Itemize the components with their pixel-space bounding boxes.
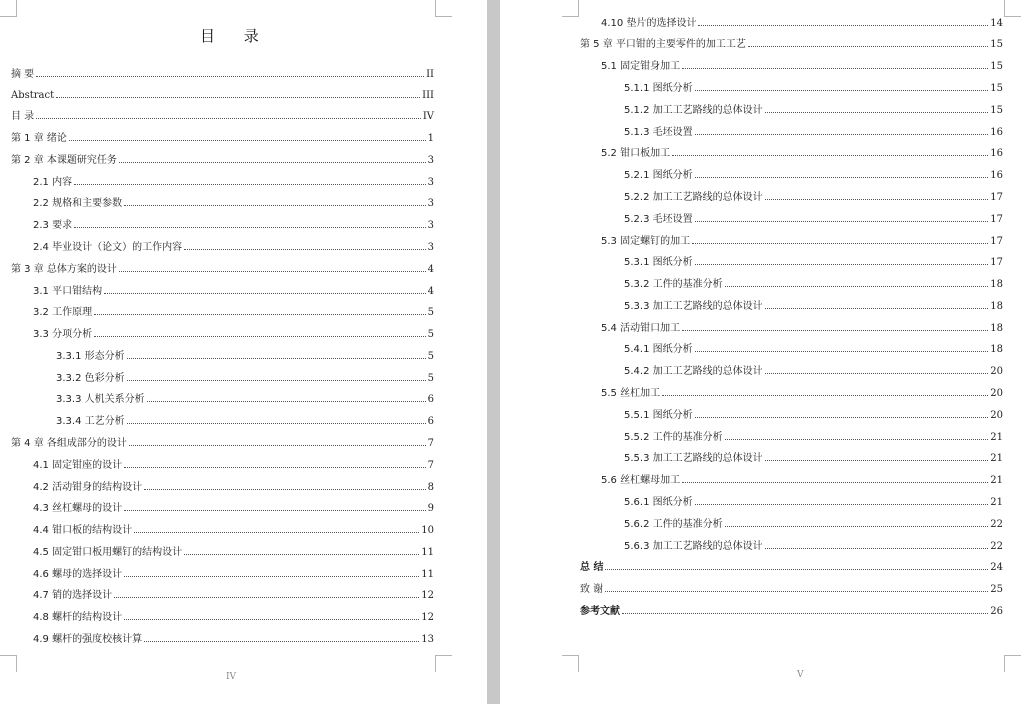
toc-page-number: 9: [427, 503, 434, 514]
toc-page-number: 4: [427, 286, 434, 297]
toc-page-number: 6: [427, 416, 434, 427]
toc-page-number: 18: [990, 279, 1003, 290]
toc-entry[interactable]: 2.3 要求 3: [33, 220, 434, 231]
toc-entry[interactable]: 3.3 分项分析 5: [33, 329, 434, 340]
toc-page-number: 13: [421, 634, 434, 645]
toc-page-number: 26: [990, 606, 1003, 617]
toc-entry[interactable]: 5.4.2 加工工艺路线的总体设计 20: [624, 366, 1003, 377]
toc-page-number: 20: [990, 388, 1003, 399]
toc-page-number: 3: [427, 198, 434, 209]
toc-entry[interactable]: 目 录 IV: [11, 111, 434, 122]
toc-entry[interactable]: 4.9 螺杆的强度校核计算 13: [33, 634, 434, 645]
toc-entry[interactable]: 5.5.1 图纸分析 20: [624, 410, 1003, 421]
corner-mark: [435, 655, 452, 672]
toc-entry[interactable]: 5.1.1 图纸分析 15: [624, 83, 1003, 94]
toc-entry[interactable]: 参考文献 26: [580, 606, 1003, 617]
toc-entry[interactable]: 5.2.3 毛坯设置 17: [624, 214, 1003, 225]
toc-page-number: 24: [990, 562, 1003, 573]
toc-entry[interactable]: 5.1 固定钳身加工 15: [601, 61, 1003, 72]
toc-entry[interactable]: 总 结 24: [580, 562, 1003, 573]
toc-entry[interactable]: 4.8 螺杆的结构设计 12: [33, 612, 434, 623]
toc-entry[interactable]: 5.3.3 加工工艺路线的总体设计 18: [624, 301, 1003, 312]
toc-entry[interactable]: 5.1.3 毛坯设置 16: [624, 127, 1003, 138]
toc-page-number: 18: [990, 301, 1003, 312]
corner-mark: [1004, 655, 1021, 672]
toc-entry[interactable]: 3.2 工作原理 5: [33, 307, 434, 318]
toc-entry[interactable]: 5.3 固定螺钉的加工 17: [601, 236, 1003, 247]
toc-entry[interactable]: 5.5.2 工件的基准分析 21: [624, 432, 1003, 443]
toc-page-number: 16: [990, 170, 1003, 181]
toc-entry[interactable]: 4.4 钳口板的结构设计 10: [33, 525, 434, 536]
toc-page-number: 17: [990, 257, 1003, 268]
toc-entry[interactable]: 4.5 固定钳口板用螺钉的结构设计 11: [33, 547, 434, 558]
toc-page-number: 12: [421, 590, 434, 601]
toc-entry[interactable]: 2.4 毕业设计（论文）的工作内容 3: [33, 242, 434, 253]
toc-page-number: 15: [990, 105, 1003, 116]
toc-entry[interactable]: 5.6 丝杠螺母加工 21: [601, 475, 1003, 486]
toc-entry[interactable]: 4.6 螺母的选择设计 11: [33, 569, 434, 580]
toc-page-number: 11: [421, 547, 434, 558]
toc-entry[interactable]: 3.3.4 工艺分析 6: [56, 416, 434, 427]
toc-entry[interactable]: 3.3.2 色彩分析 5: [56, 373, 434, 384]
toc-page-number: 3: [427, 242, 434, 253]
corner-mark: [0, 0, 17, 17]
toc-page-number: 18: [990, 323, 1003, 334]
toc-entry[interactable]: 5.2 钳口板加工 16: [601, 148, 1003, 159]
toc-entry[interactable]: 第 1 章 绪论 1: [11, 133, 434, 144]
toc-entry[interactable]: 5.6.2 工件的基准分析 22: [624, 519, 1003, 530]
toc-page-number: 25: [990, 584, 1003, 595]
toc-page-number: 21: [990, 432, 1003, 443]
toc-entry[interactable]: 第 2 章 本课题研究任务 3: [11, 155, 434, 166]
page-footer-number: V: [797, 670, 804, 680]
toc-page-number: 8: [427, 482, 434, 493]
toc-page-number: 17: [990, 236, 1003, 247]
toc-page-number: 4: [427, 264, 434, 275]
toc-page-number: 3: [427, 177, 434, 188]
toc-page-number: 22: [990, 541, 1003, 552]
toc-page-number: III: [422, 90, 434, 101]
toc-entry[interactable]: Abstract III: [11, 90, 434, 101]
toc-page-number: 14: [990, 18, 1003, 29]
toc-entry[interactable]: 5.2.2 加工工艺路线的总体设计 17: [624, 192, 1003, 203]
corner-mark: [0, 655, 17, 672]
corner-mark: [1004, 0, 1021, 17]
toc-page-number: 6: [427, 394, 434, 405]
toc-entry[interactable]: 3.1 平口钳结构 4: [33, 286, 434, 297]
toc-entry[interactable]: 2.1 内容 3: [33, 177, 434, 188]
toc-page-number: 21: [990, 475, 1003, 486]
toc-page-number: 12: [421, 612, 434, 623]
toc-title: 目 录: [200, 27, 271, 45]
toc-page-number: 5: [427, 351, 434, 362]
toc-page-number: 5: [427, 307, 434, 318]
toc-entry[interactable]: 5.3.2 工件的基准分析 18: [624, 279, 1003, 290]
toc-page-number: 15: [990, 83, 1003, 94]
toc-entry[interactable]: 致 谢 25: [580, 584, 1003, 595]
toc-page-number: 5: [427, 373, 434, 384]
toc-page-number: 15: [990, 61, 1003, 72]
toc-entry[interactable]: 4.2 活动钳身的结构设计 8: [33, 482, 434, 493]
toc-page-number: 17: [990, 192, 1003, 203]
toc-page-number: IV: [422, 111, 434, 122]
toc-page-number: 18: [990, 344, 1003, 355]
toc-entry[interactable]: 4.7 销的选择设计 12: [33, 590, 434, 601]
page-gutter: [487, 0, 500, 704]
toc-page-number: 16: [990, 127, 1003, 138]
toc-page-number: 21: [990, 497, 1003, 508]
toc-entry[interactable]: 5.6.1 图纸分析 21: [624, 497, 1003, 508]
toc-entry[interactable]: 5.5 丝杠加工 20: [601, 388, 1003, 399]
toc-entry[interactable]: 5.3.1 图纸分析 17: [624, 257, 1003, 268]
toc-entry[interactable]: 4.3 丝杠螺母的设计 9: [33, 503, 434, 514]
toc-entry[interactable]: 第 5 章 平口钳的主要零件的加工工艺 15: [580, 39, 1003, 50]
toc-entry[interactable]: 2.2 规格和主要参数 3: [33, 198, 434, 209]
toc-entry[interactable]: 第 3 章 总体方案的设计 4: [11, 264, 434, 275]
toc-entry[interactable]: 5.6.3 加工工艺路线的总体设计 22: [624, 541, 1003, 552]
toc-entry[interactable]: 第 4 章 各组成部分的设计 7: [11, 438, 434, 449]
toc-page-number: 11: [421, 569, 434, 580]
toc-page-number: 22: [990, 519, 1003, 530]
toc-entry[interactable]: 摘 要 II: [11, 69, 434, 80]
toc-page-number: 20: [990, 366, 1003, 377]
corner-mark: [435, 0, 452, 17]
corner-mark: [562, 0, 579, 17]
toc-entry[interactable]: 5.4 活动钳口加工 18: [601, 323, 1003, 334]
toc-page-number: 3: [427, 155, 434, 166]
toc-entry[interactable]: 3.3.3 人机关系分析 6: [56, 394, 434, 405]
toc-page-number: 21: [990, 453, 1003, 464]
document-page-left: [0, 0, 487, 704]
toc-page-number: 20: [990, 410, 1003, 421]
toc-page-number: 15: [990, 39, 1003, 50]
page-footer-number: IV: [226, 672, 237, 682]
toc-entry[interactable]: 5.2.1 图纸分析 16: [624, 170, 1003, 181]
corner-mark: [562, 655, 579, 672]
toc-entry[interactable]: 4.10 垫片的选择设计 14: [601, 18, 1003, 29]
toc-entry[interactable]: 5.1.2 加工工艺路线的总体设计 15: [624, 105, 1003, 116]
toc-entry[interactable]: 3.3.1 形态分析 5: [56, 351, 434, 362]
toc-page-number: 5: [427, 329, 434, 340]
toc-entry[interactable]: 5.4.1 图纸分析 18: [624, 344, 1003, 355]
toc-page-number: II: [426, 69, 434, 80]
toc-page-number: 10: [421, 525, 434, 536]
toc-page-number: 7: [427, 438, 434, 449]
document-page-right: [500, 0, 1025, 704]
toc-page-number: 1: [427, 133, 434, 144]
toc-entry[interactable]: 5.5.3 加工工艺路线的总体设计 21: [624, 453, 1003, 464]
toc-page-number: 16: [990, 148, 1003, 159]
toc-page-number: 17: [990, 214, 1003, 225]
toc-entry[interactable]: 4.1 固定钳座的设计 7: [33, 460, 434, 471]
toc-page-number: 7: [427, 460, 434, 471]
toc-page-number: 3: [427, 220, 434, 231]
